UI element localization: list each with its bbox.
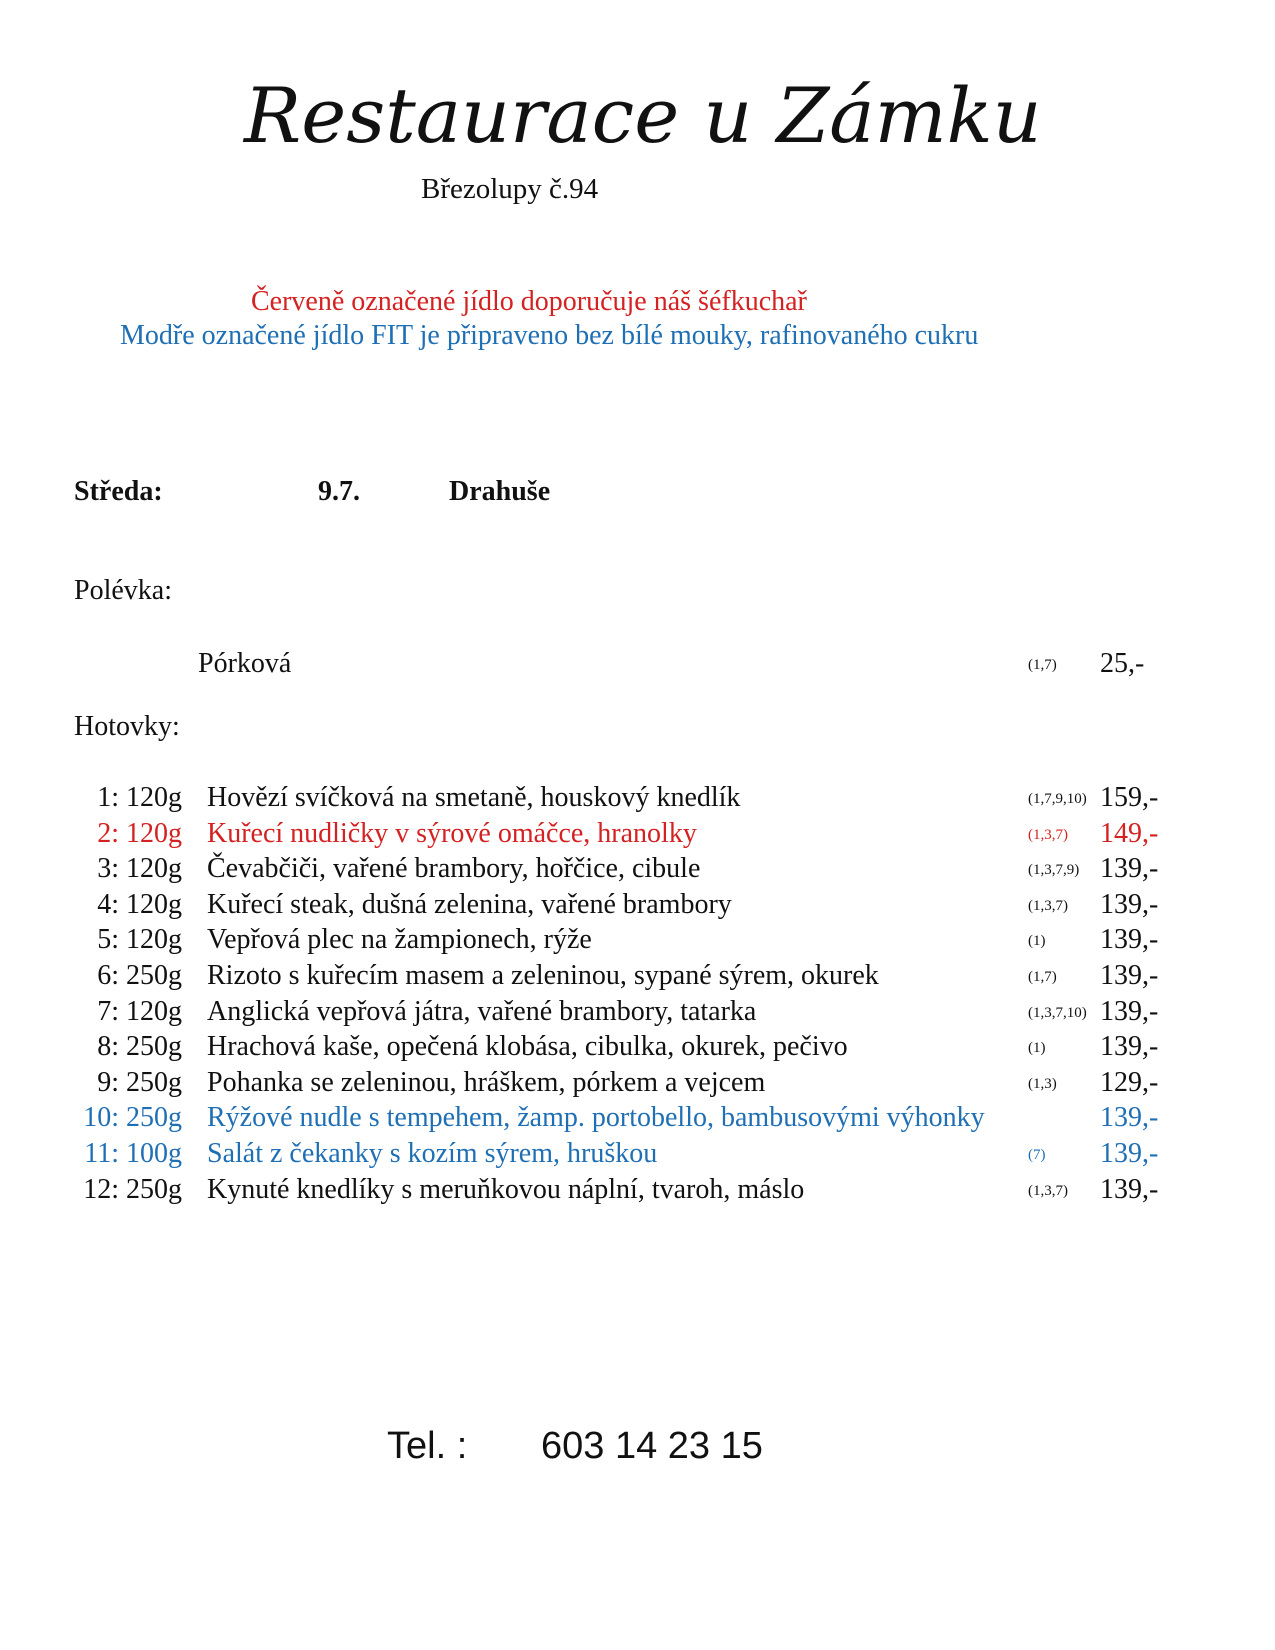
menu-item-price: 139,- (1100, 1138, 1159, 1169)
date: 9.7. (318, 476, 360, 507)
menu-item-price: 129,- (1100, 1066, 1159, 1098)
menu-item-name: Rizoto s kuřecím masem a zeleninou, sypané sýrem, okurek (207, 960, 879, 991)
menu-item-price: 139,- (1100, 888, 1159, 920)
recommended-note: Červeně označené jídlo doporučuje náš šéfkuchař (251, 286, 807, 317)
restaurant-address: Březolupy č.94 (421, 173, 599, 205)
menu-item-number: 4: 120g (97, 888, 182, 920)
menu-item-allergens: (1,3,7) (1028, 897, 1068, 914)
menu-item-name: Vepřová plec na žampionech, rýže (207, 924, 592, 956)
menu-item-allergens: (1,3,7,10) (1028, 1004, 1087, 1021)
soup-allergens: (1,7) (1028, 657, 1057, 673)
menu-item-price: 159,- (1100, 782, 1159, 813)
menu-item-name: Kynuté knedlíky s meruňkovou náplní, tvaroh, máslo (207, 1173, 805, 1205)
soup-price: 25,- (1100, 648, 1145, 679)
menu-item-allergens: (1,3,7,9) (1028, 862, 1080, 879)
menu-item-name: Hrachová kaše, opečená klobása, cibulka, okurek, pečivo (207, 1031, 848, 1063)
menu-item (0, 782, 1275, 818)
menu-item (0, 889, 1275, 925)
menu-item-allergens: (1) (1028, 933, 1046, 950)
menu-item-name: Pohanka se zeleninou, hráškem, pórkem a vejcem (207, 1066, 766, 1098)
menu-item-number: 10: 250g (83, 1102, 182, 1134)
menu-item-price: 149,- (1100, 817, 1159, 849)
menu-item-name: Čevabčiči, vařené brambory, hořčice, cibule (207, 853, 701, 885)
phone-label: Tel. : (387, 1425, 468, 1467)
phone-number: 603 14 23 15 (541, 1425, 763, 1467)
menu-item-number: 3: 120g (97, 853, 182, 885)
menu-item-number: 12: 250g (83, 1173, 182, 1205)
menu-item-number: 7: 120g (97, 995, 182, 1027)
menu-item-allergens: (1,3) (1028, 1075, 1057, 1092)
menu-item (0, 1031, 1275, 1067)
menu-item (0, 1102, 1275, 1138)
menu-item-allergens: (1,7) (1028, 969, 1057, 985)
menu-item-number: 8: 250g (97, 1031, 182, 1063)
menu-item-allergens: (1) (1028, 1040, 1046, 1057)
menu-item (0, 818, 1275, 854)
menu-item-number: 2: 120g (97, 817, 182, 849)
menu-item-number: 6: 250g (97, 960, 182, 991)
menu-item-price: 139,- (1100, 853, 1159, 885)
menu-item-price: 139,- (1100, 995, 1159, 1027)
menu-item-number: 1: 120g (97, 782, 182, 813)
menu-item (0, 1138, 1275, 1174)
menu-item (0, 960, 1275, 996)
menu-item-allergens: (1,3,7) (1028, 1182, 1068, 1199)
menu-item-price: 139,- (1100, 1173, 1159, 1205)
menu-item (0, 924, 1275, 960)
menu-item-allergens: (1,7,9,10) (1028, 791, 1087, 807)
menu-item (0, 1067, 1275, 1103)
weekday: Středa: (74, 476, 163, 507)
menu-item-number: 9: 250g (97, 1066, 182, 1098)
menu-item (0, 853, 1275, 889)
nameday: Drahuše (449, 476, 551, 507)
menu-item-name: Hovězí svíčková na smetaně, houskový knedlík (207, 782, 741, 813)
menu-item-number: 5: 120g (97, 924, 182, 956)
menu-item (0, 996, 1275, 1032)
fit-note: Modře označené jídlo FIT je připraveno bez bílé mouky, rafinovaného cukru (120, 320, 979, 351)
menu-item-price: 139,- (1100, 1102, 1159, 1134)
menu-item-price: 139,- (1100, 960, 1159, 991)
menu-item-allergens: (1,3,7) (1028, 826, 1068, 843)
menu-item-number: 11: 100g (84, 1138, 182, 1169)
menu-item (0, 1174, 1275, 1210)
menu-item-name: Kuřecí steak, dušná zelenina, vařené brambory (207, 888, 732, 920)
soup-heading: Polévka: (74, 575, 172, 606)
menu-item-price: 139,- (1100, 924, 1159, 956)
menu-item-name: Salát z čekanky s kozím sýrem, hruškou (207, 1138, 658, 1169)
restaurant-title: Restaurace u Zámku (244, 71, 1042, 160)
soup-name: Pórková (198, 648, 292, 679)
menu-item-name: Kuřecí nudličky v sýrové omáčce, hranolky (207, 817, 697, 849)
mains-heading: Hotovky: (74, 711, 180, 742)
menu-item-name: Anglická vepřová játra, vařené brambory, tatarka (207, 995, 757, 1027)
menu-item-allergens: (7) (1028, 1147, 1046, 1163)
menu-item-price: 139,- (1100, 1031, 1159, 1063)
menu-item-name: Rýžové nudle s tempehem, žamp. portobello, bambusovými výhonky (207, 1102, 985, 1134)
